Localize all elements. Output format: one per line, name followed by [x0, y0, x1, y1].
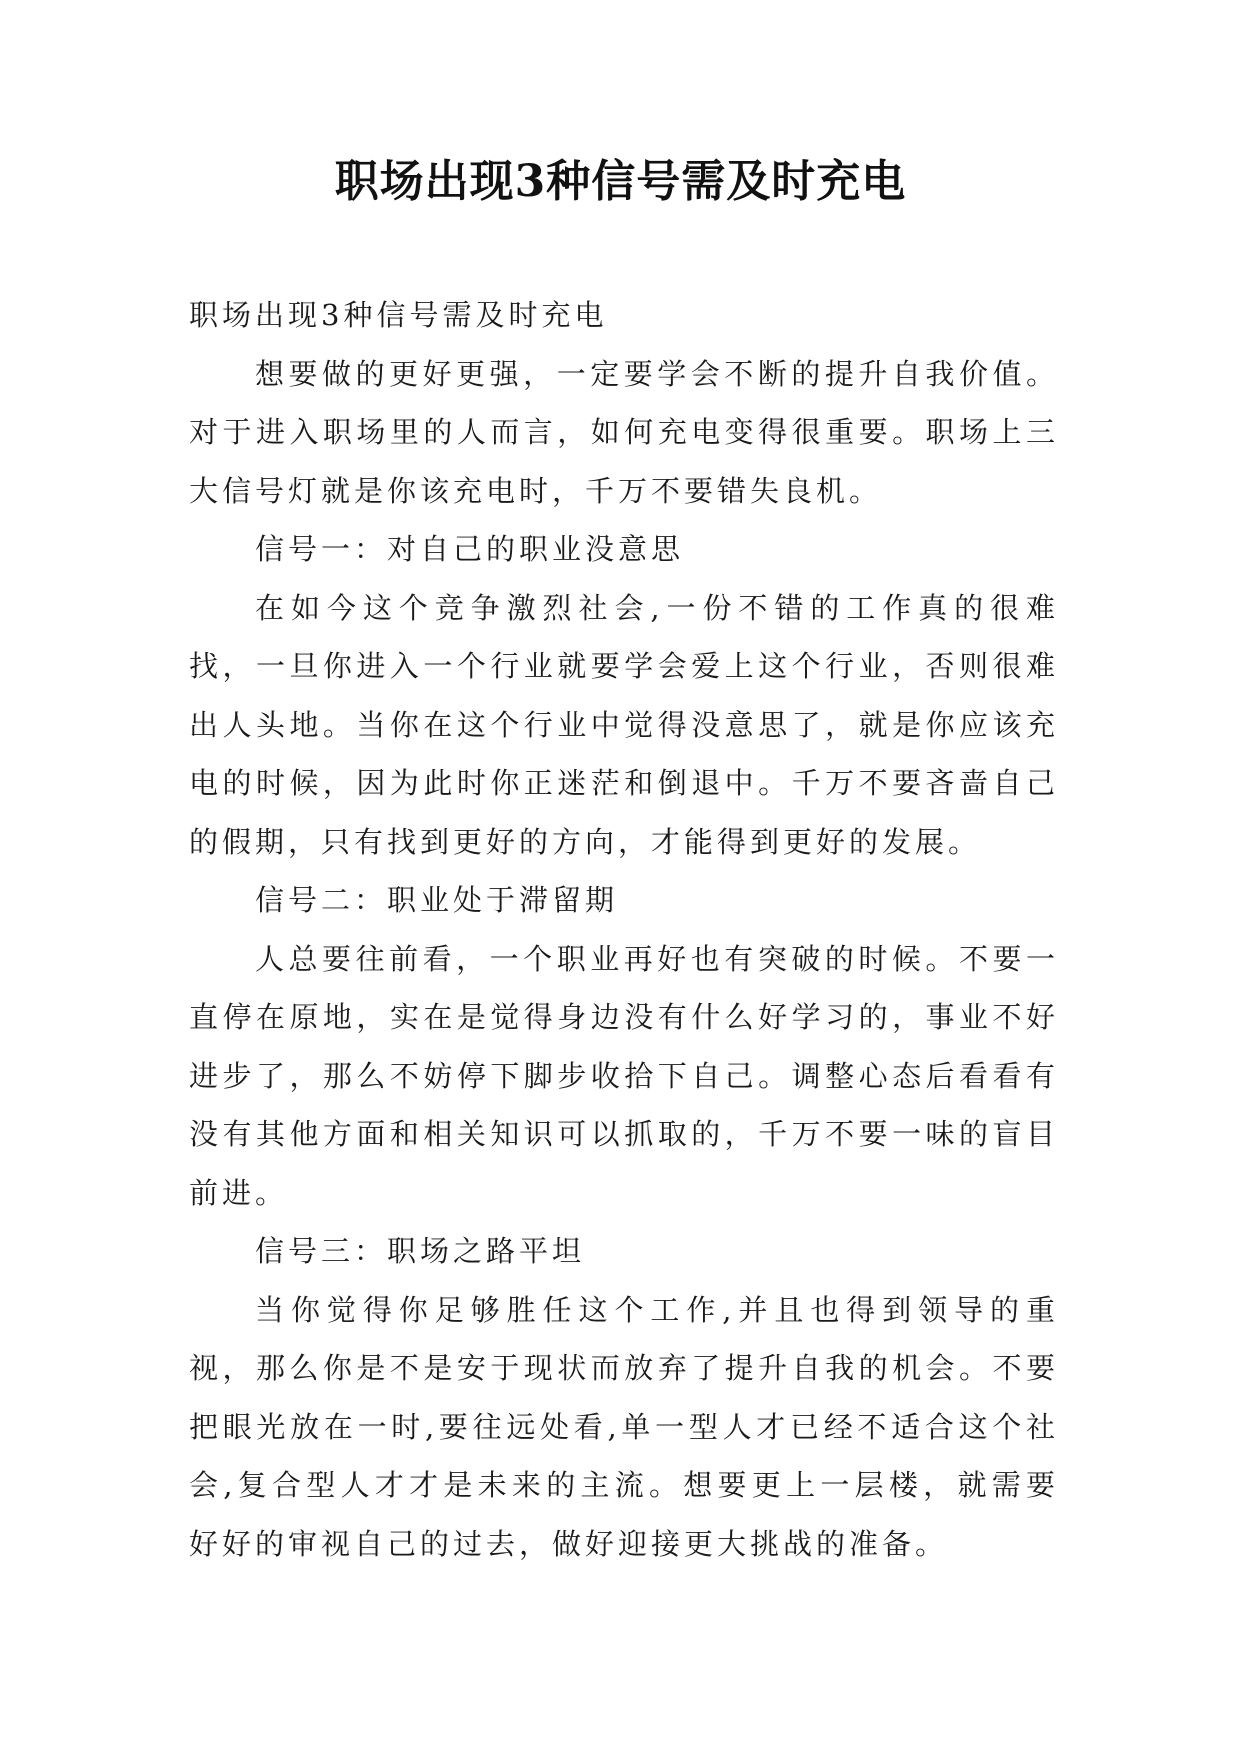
document-title: 职场出现3种信号需及时充电: [334, 156, 907, 207]
paragraph-intro: 想要做的更好更强，一定要学会不断的提升自我价值。对于进入职场里的人而言，如何充电变得很重要。职场上三大信号灯就是你该充电时，千万不要错失良机。: [189, 356, 1059, 508]
section-heading-signal-one: 信号一：对自己的职业没意思: [255, 532, 685, 566]
paragraph-signal-one: 在如今这个竞争激烈社会,一份不错的工作真的很难找，一旦你进入一个行业就要学会爱上这个行业，否则很难出人头地。当你在这个行业中觉得没意思了，就是你应该充电的时候，因为此时你正迷茫和倒退中。千万不要吝啬自己的假期，只有找到更好的方向，才能得到更好的发展。: [189, 590, 1059, 859]
paragraph-signal-three: 当你觉得你足够胜任这个工作,并且也得到领导的重视，那么你是不是安于现状而放弃了提升自我的机会。不要把眼光放在一时,要往远处看,单一型人才已经不适合这个社会,复合型人才才是未来的主流。想要更上一层楼，就需要好好的审视自己的过去，做好迎接更大挑战的准备。: [189, 1292, 1059, 1561]
document-subtitle: 职场出现3种信号需及时充电: [189, 298, 608, 332]
section-heading-signal-two: 信号二：职业处于滞留期: [255, 883, 619, 917]
section-heading-signal-three: 信号三：职场之路平坦: [255, 1234, 586, 1268]
paragraph-signal-two: 人总要往前看，一个职业再好也有突破的时候。不要一直停在原地，实在是觉得身边没有什么好学习的，事业不好进步了，那么不妨停下脚步收拾下自己。调整心态后看看有没有其他方面和相关知识可以抓取的，千万不要一味的盲目前进。: [189, 941, 1059, 1210]
document-body: [189, 286, 1059, 1573]
